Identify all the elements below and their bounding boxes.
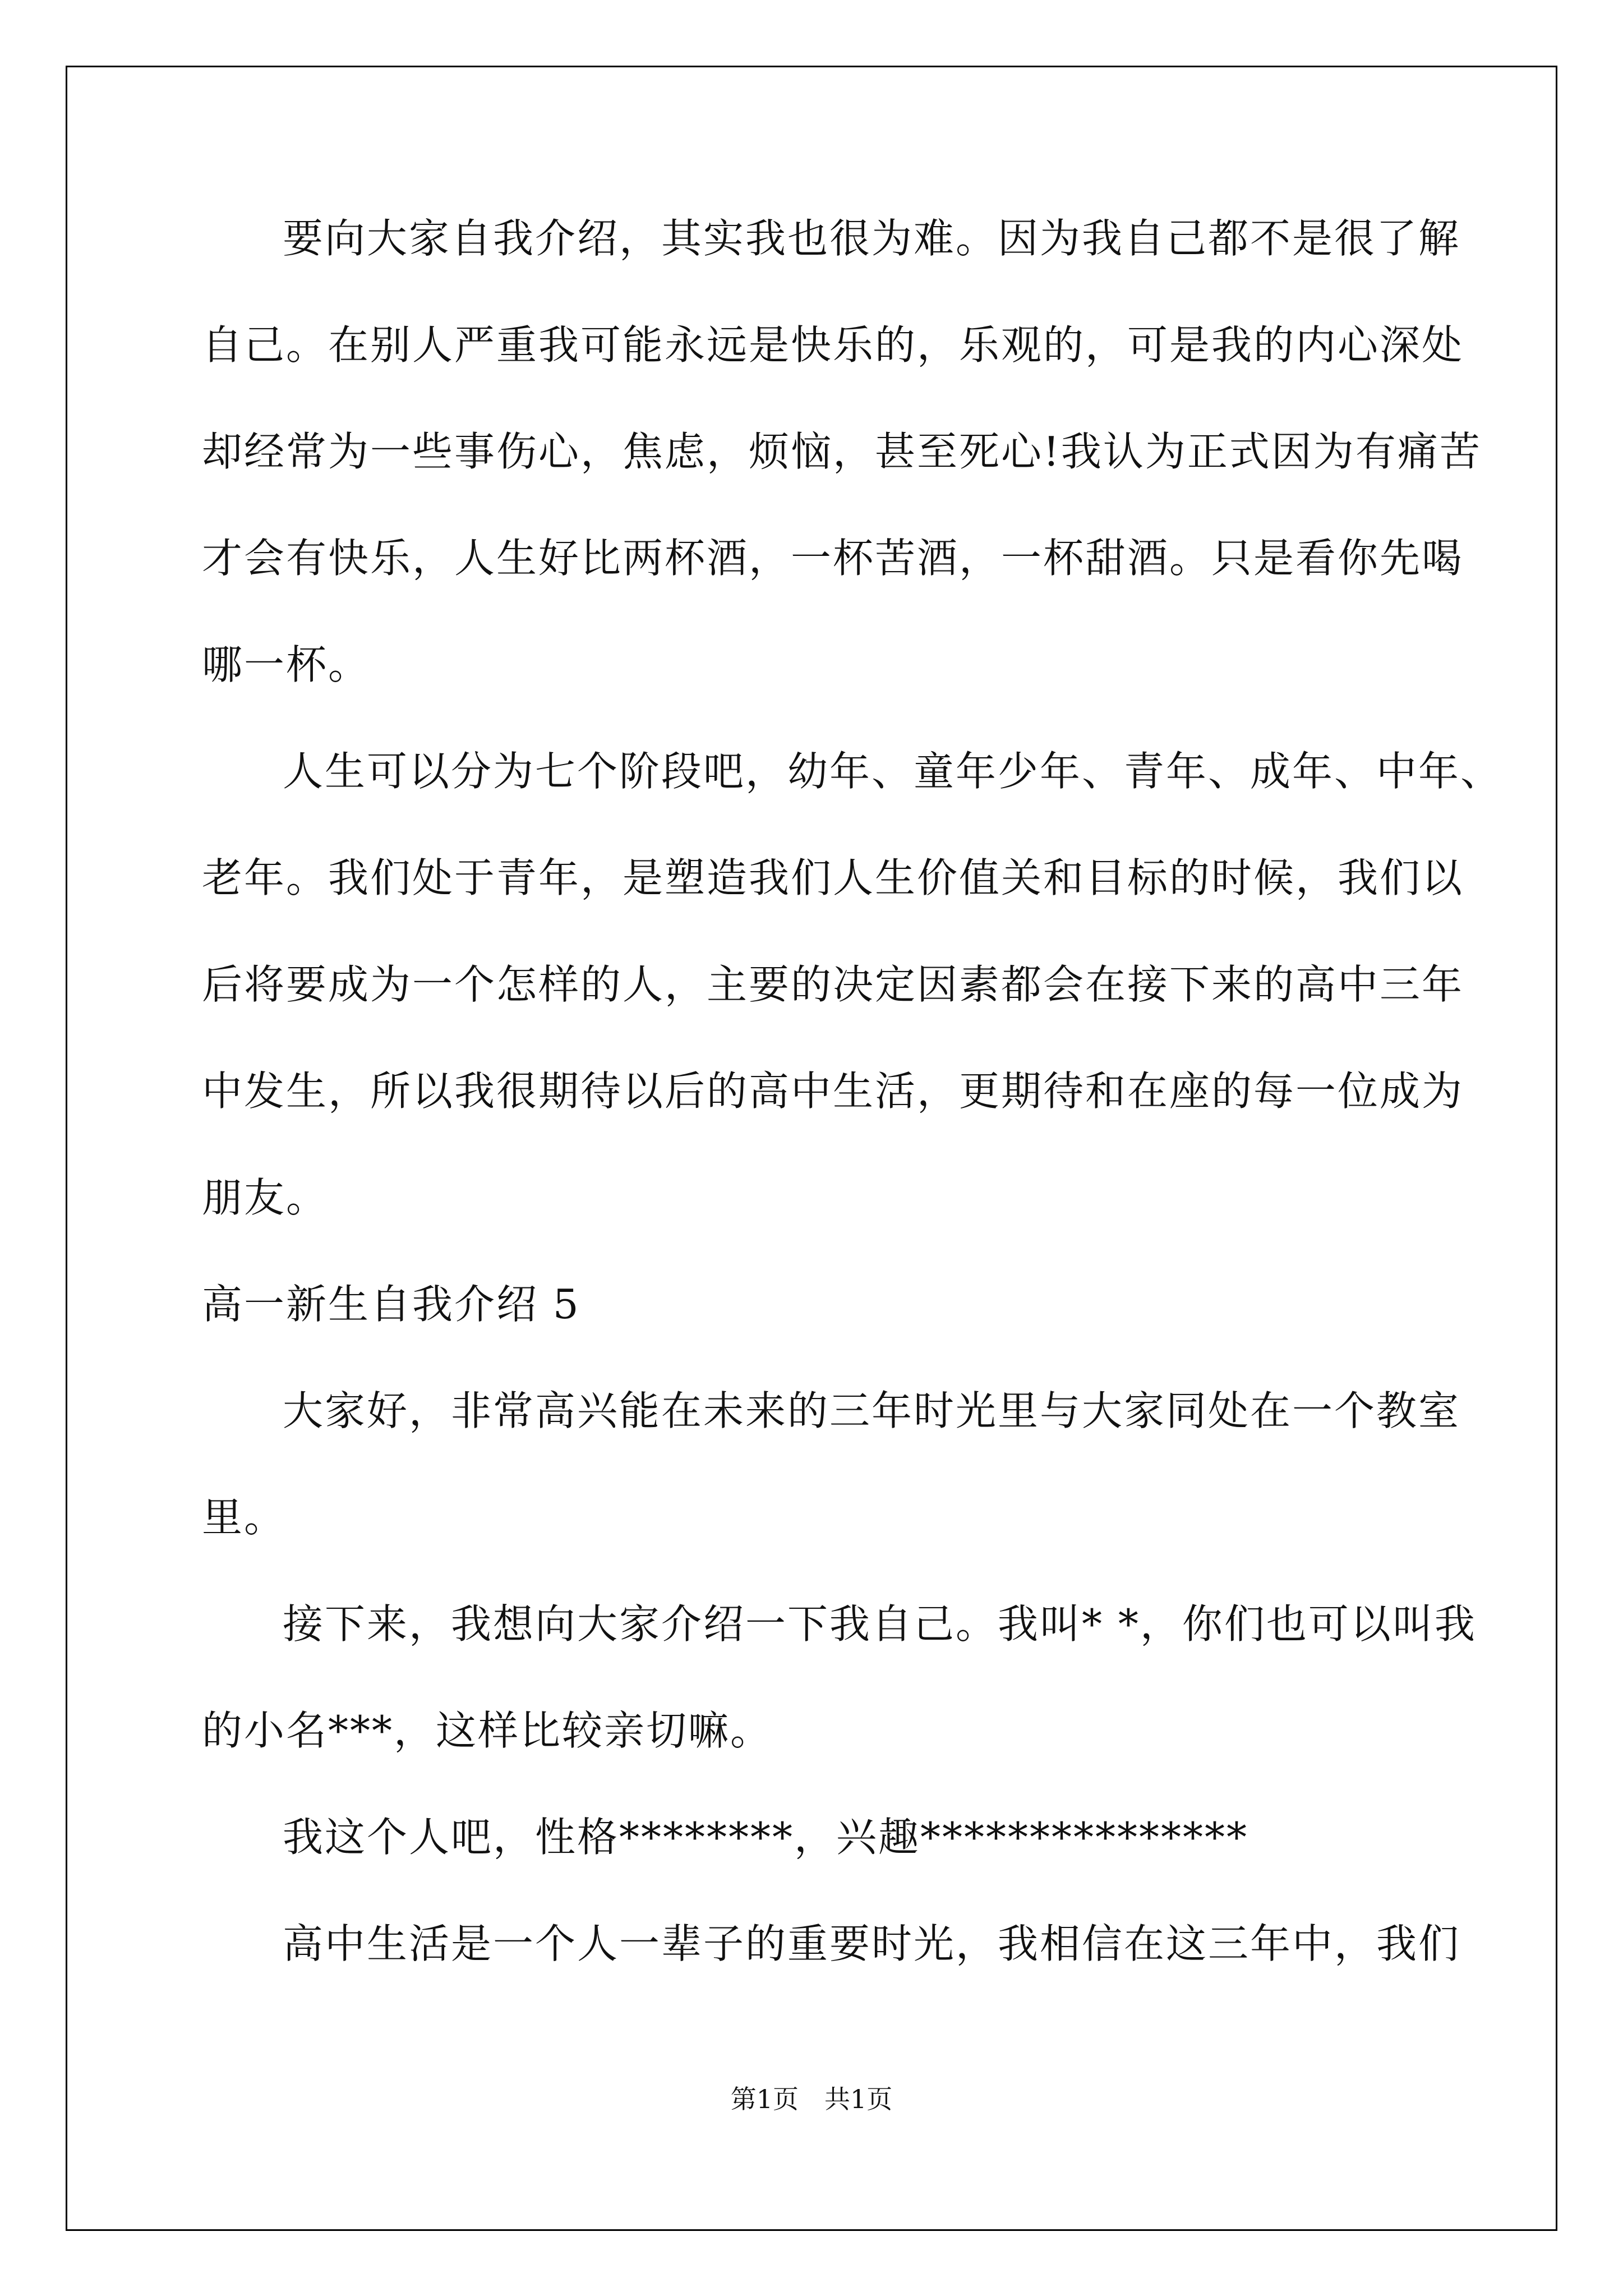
- text-line: 朋友。: [202, 1174, 329, 1221]
- text-line: 老年。我们处于青年，是塑造我们人生价值关和目标的时候，我们以: [202, 854, 1464, 901]
- text-line: 大家好，非常高兴能在未来的三年时光里与大家同处在一个教室: [283, 1387, 1461, 1434]
- text-line: 里。: [202, 1494, 287, 1541]
- text-line: 自己。在别人严重我可能永远是快乐的，乐观的，可是我的内心深处: [202, 321, 1464, 369]
- text-line: 却经常为一些事伤心，焦虑，烦恼，甚至死心!我认为正式因为有痛苦: [202, 428, 1482, 475]
- section-heading: 高一新生自我介绍 5: [202, 1281, 580, 1328]
- text-line: 中发生，所以我很期待以后的高中生活，更期待和在座的每一位成为: [202, 1068, 1464, 1115]
- text-line: 我这个人吧，性格********，兴趣***************: [283, 1814, 1249, 1861]
- text-line: 哪一杯。: [202, 641, 371, 688]
- text-line: 的小名***，这样比较亲切嘛。: [202, 1707, 773, 1754]
- page-border: [66, 66, 1557, 2231]
- text-line: 要向大家自我介绍，其实我也很为难。因为我自己都不是很了解: [283, 215, 1461, 262]
- text-line: 人生可以分为七个阶段吧，幼年、童年少年、青年、成年、中年、: [283, 748, 1503, 795]
- text-line: 才会有快乐，人生好比两杯酒，一杯苦酒，一杯甜酒。只是看你先喝: [202, 535, 1464, 582]
- page-number: 第1页 共1页: [730, 2084, 893, 2114]
- text-line: 后将要成为一个怎样的人，主要的决定因素都会在接下来的高中三年: [202, 961, 1464, 1008]
- text-line: 高中生活是一个人一辈子的重要时光，我相信在这三年中，我们: [283, 1920, 1461, 1967]
- text-line: 接下来，我想向大家介绍一下我自己。我叫* *，你们也可以叫我: [283, 1600, 1477, 1648]
